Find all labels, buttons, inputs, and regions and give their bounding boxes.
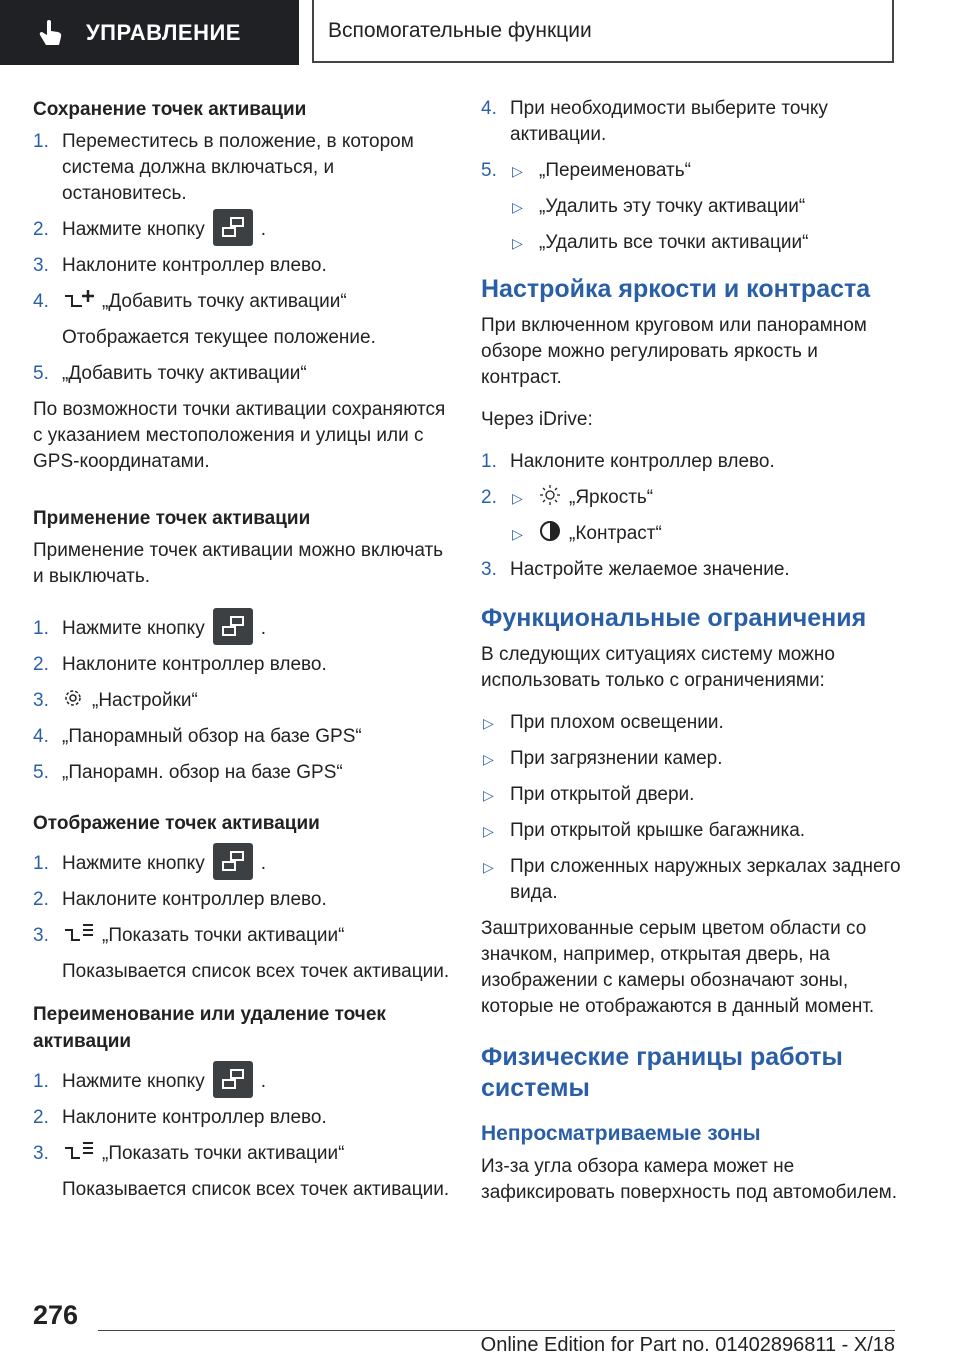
rename-heading: Переименование или удаление точек активации <box>33 1004 386 1052</box>
apply-step-4: 4. „Панорамный обзор на базе GPS“ <box>33 726 362 747</box>
bullet-triangle-icon: ▷ <box>512 199 523 215</box>
show-step-1: 1. Нажмите кнопку . <box>33 851 451 877</box>
right-column <box>481 96 901 1222</box>
header-chapter-tab <box>312 0 894 63</box>
show-step-3-note: Показывается список всех точек активации. <box>62 961 450 982</box>
limits-bullet-1: ▷ При плохом освещении. <box>481 710 901 736</box>
edition-note: Online Edition for Part no. 01402896811 - X/18 <box>480 1334 895 1356</box>
apply-intro: Применение точек активации можно включать и выключать. <box>33 540 444 587</box>
limits-intro: В следующих ситуациях систему можно использовать только с ограничениями: <box>481 644 835 691</box>
apply-step-5: 5. „Панорамн. обзор на базе GPS“ <box>33 762 343 783</box>
brightness-step-2: 2. ▷ „Яркость“ <box>481 485 901 511</box>
apply-step-1: 1. Нажмите кнопку . <box>33 616 451 642</box>
bullet-triangle-icon: ▷ <box>512 526 523 542</box>
save-heading: Сохранение точек активации <box>33 99 307 120</box>
physical-text: Из-за угла обзора камера может не зафиксировать поверхность под автомобилем. <box>481 1156 898 1203</box>
bullet-triangle-icon: ▷ <box>483 715 494 731</box>
bullet-triangle-icon: ▷ <box>483 787 494 803</box>
bullet-triangle-icon: ▷ <box>483 751 494 767</box>
camera-view-button-icon <box>213 608 253 645</box>
physical-subheading: Непросматриваемые зоны <box>481 1122 761 1145</box>
show-step-2: 2. Наклоните контроллер влево. <box>33 889 327 910</box>
rename-substep-1: ▷ „Удалить эту точку активации“ <box>481 194 901 220</box>
add-activation-point-icon <box>62 288 94 310</box>
list-activation-points-icon <box>62 922 94 944</box>
show-heading: Отображение точек активации <box>33 813 320 834</box>
save-step-4-note: Отображается текущее положение. <box>62 327 376 348</box>
rename-substep-2: ▷ „Удалить все точки активации“ <box>481 230 901 256</box>
rename-step-2: 2. Наклоните контроллер влево. <box>33 1107 327 1128</box>
chapter-title: Вспомогательные функции <box>328 18 592 42</box>
limits-bullet-4: ▷ При открытой крышке багажника. <box>481 818 901 844</box>
gear-icon <box>62 687 84 709</box>
brightness-sun-icon <box>539 484 561 506</box>
brightness-heading: Настройка яркости и контраста <box>481 275 871 303</box>
bullet-triangle-icon: ▷ <box>483 859 494 875</box>
rename-step-3: 3. „Показать точки активации“ Показывается список всех точек активации. <box>33 1141 451 1203</box>
section-title: УПРАВЛЕНИЕ <box>86 19 241 45</box>
brightness-step-1: 1. Наклоните контроллер влево. <box>481 451 775 472</box>
limits-bullet-2: ▷ При загрязнении камер. <box>481 746 901 772</box>
limits-bullet-5: ▷ При сложенных наружных зеркалах заднего вида. <box>483 856 901 903</box>
rename-step-1: 1. Нажмите кнопку . <box>33 1069 451 1095</box>
save-step-4: 4. „Добавить точку активации“ Отображается текущее положение. <box>33 289 451 351</box>
header-section-tab <box>0 0 299 65</box>
page-number: 276 <box>33 1300 79 1330</box>
footer-divider <box>98 1330 895 1331</box>
brightness-via: Через iDrive: <box>481 409 593 430</box>
camera-view-button-icon <box>213 209 253 246</box>
bullet-triangle-icon: ▷ <box>512 490 523 506</box>
save-step-3: 3. Наклоните контроллер влево. <box>33 255 327 276</box>
left-column <box>33 96 451 1213</box>
rename-step-4: 4. При необходимости выберите точку активации. <box>481 98 828 145</box>
save-note: По возможности точки активации сохраняются с указанием местоположения и улицы или с GPS-координатами. <box>33 399 446 472</box>
save-step-5: 5. „Добавить точку активации“ <box>33 363 307 384</box>
apply-step-2: 2. Наклоните контроллер влево. <box>33 654 327 675</box>
limits-note: Заштрихованные серым цветом области со значком, например, открытая дверь, на изображении с камеры обозначают зоны, которые не отображаются в данный момент. <box>481 918 875 1017</box>
bullet-triangle-icon: ▷ <box>512 163 523 179</box>
bullet-triangle-icon: ▷ <box>512 235 523 251</box>
save-step-1: 1. Переместитесь в положение, в котором система должна включаться, и остановитесь. <box>33 131 414 204</box>
bullet-triangle-icon: ▷ <box>483 823 494 839</box>
apply-heading: Применение точек активации <box>33 508 311 529</box>
apply-step-3: 3. „Настройки“ <box>33 688 451 714</box>
physical-heading: Физические границы работы системы <box>481 1043 843 1102</box>
limits-heading: Функциональные ограничения <box>481 604 867 632</box>
brightness-substep-contrast: ▷ „Контраст“ <box>481 521 901 547</box>
show-step-3: 3. „Показать точки активации“ Показывается список всех точек активации. <box>33 923 451 985</box>
contrast-icon <box>539 520 561 542</box>
brightness-intro: При включенном круговом или панорамном обзоре можно регулировать яркость и контраст. <box>481 315 867 388</box>
limits-bullet-3: ▷ При открытой двери. <box>481 782 901 808</box>
camera-view-button-icon <box>213 1061 253 1098</box>
brightness-step-3: 3. Настройте желаемое значение. <box>481 559 790 580</box>
camera-view-button-icon <box>213 843 253 880</box>
list-activation-points-icon <box>62 1140 94 1162</box>
rename-step-3-note: Показывается список всех точек активации. <box>62 1179 450 1200</box>
hand-pointer-icon <box>38 19 64 47</box>
rename-step-5: 5. ▷ „Переименовать“ <box>481 158 901 184</box>
save-step-2: 2. Нажмите кнопку . <box>33 217 451 243</box>
